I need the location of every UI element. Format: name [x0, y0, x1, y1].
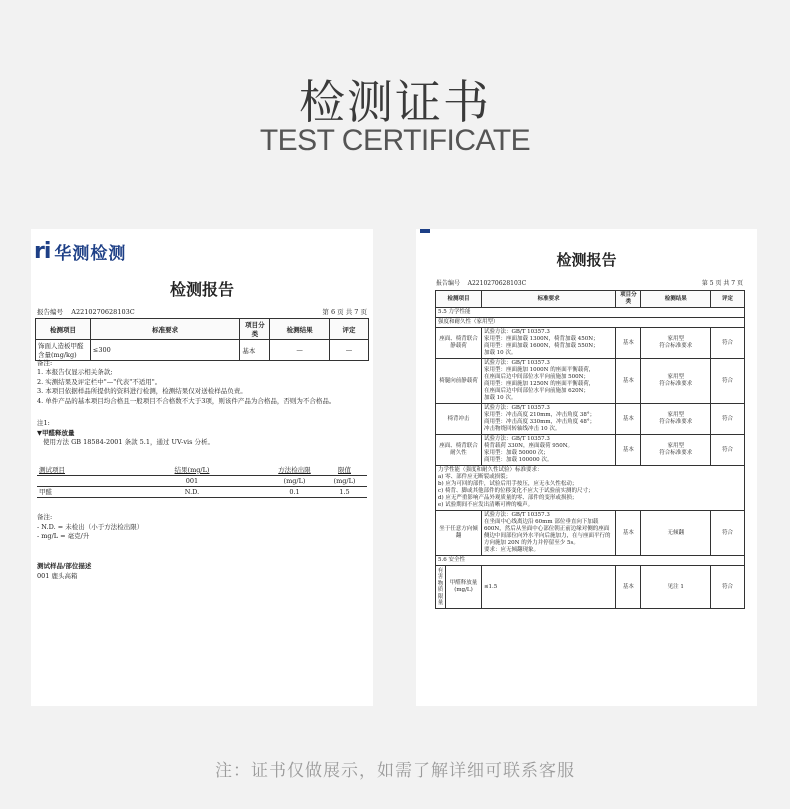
result-summary-table — [35, 318, 369, 361]
table-header: 评定 — [711, 291, 745, 308]
table-row: 甲醛 N.D. 0.1 1.5 — [37, 486, 367, 497]
table-row: 座面、椅背联合耐久性 试验方法：GB/T 10357.3 椅背载荷 330N，座面载荷 950N。 家用型：加载 50000 次； 商用型：加载 100000 次。 基本 家用型 符合标准要求 符合 — [436, 435, 745, 466]
table-row: 有害物质限量 甲醛释放量(mg/L) ≤1.5 基本 见注 1 符合 — [436, 566, 745, 609]
note-line: 3. 本项目依据样品所提供的资料进行检测，检测结果仅对送检样品负责。 — [37, 387, 247, 396]
sample-block — [37, 562, 367, 581]
criteria-text: 力学性能（强度和耐久性试验）标准要求： a) 零、部件应无断裂或损裂； b) 应为可回的部件，试验后用手按压，应无永久性松动； c) 椅背、脚或其他部件的位移变化不应大于试验前实测的尺寸； d) 应无严重影响产品外观质量的零、部件的变形或损损； e) 试验期间不应发出清晰可辨的噪声。 — [436, 466, 745, 511]
table-header: 标准要求 — [481, 291, 616, 308]
report-meta — [436, 278, 743, 287]
remarks-block: 备注: - N.D. = 未检出（小于方法检出限） - mg/L = 毫克/升 — [37, 513, 367, 542]
table-row: 饰面人造板甲醛含量(mg/kg) ≤300 基本 — — — [36, 340, 369, 361]
mechanical-test-table — [435, 290, 745, 609]
table-header: 项目分类 — [240, 319, 270, 340]
table-header: 检测项目 — [436, 291, 482, 308]
certificate-page-right — [416, 229, 757, 706]
table-header: 检测结果 — [270, 319, 330, 340]
method-text: 使用方法 GB 18584-2001 条款 5.1，通过 UV-vis 分析。 — [43, 438, 214, 446]
page-number: 第 6 页 共 7 页 — [322, 308, 367, 316]
group-label: 有害物质限量 — [436, 566, 446, 608]
table-row: 椅腿向前静载荷 试验方法：GB/T 10357.3 家用型：座面施加 1000N 的座面平衡载荷， 在座面后边中间部位水平向前施加 500N； 商用型：座面施加 1250N 的座面平衡载荷， 在座面后边中间部位水平向前施加 620N； 加载 10 次。 基本 家用型 符合标准要求 符合 — [436, 359, 745, 404]
page-subtitle: TEST CERTIFICATE — [259, 124, 531, 157]
note-line: 2. 实测结果及评定栏中"—"代表"不适用"。 — [37, 377, 162, 386]
sample-line: 001 鹿头高箱 — [37, 571, 78, 580]
table-header: 评定 — [330, 319, 369, 340]
certificate-page-left — [31, 229, 373, 706]
table-header: 检测结果 — [641, 291, 711, 308]
report-number: 报告编号 A2210270628103C — [436, 280, 527, 287]
table-header: 检测项目 — [36, 319, 91, 340]
report-meta — [37, 307, 367, 316]
notes-block: 备注: 1. 本报告仅显示相关条款; 2. 实测结果及评定栏中"—"代表"不适用"。 3. 本项目依据样品所提供的资料进行检测，检测结果仅对送检样品负责。 4. 单件产品的基本项目均合格且一般项目不合格数不大于3项，则该件产品为合格品，否则为不合格品。 — [37, 359, 367, 406]
logo-mark-icon: ri — [34, 239, 51, 264]
table-row: 椅背冲击 试验方法：GB/T 10357.3 家用型：冲击高度 210mm，冲击角度 38°； 商用型：冲击高度 330mm，冲击角度 48°； 冲击物绕回转轴线冲击 10 次。 基本 家用型 符合标准要求 符合 — [436, 404, 745, 435]
section-heading: 5.6 安全性 — [436, 556, 745, 566]
method-section: 注1: ▼甲醛释放量 使用方法 GB 18584-2001 条款 5.1，通过 UV-vis 分析。 — [37, 419, 367, 448]
table-header: 标准要求 — [90, 319, 239, 340]
note-line: 1. 本报告仅显示相关条款; — [37, 368, 113, 377]
report-title: 检测报告 — [169, 280, 234, 299]
remark-line: - N.D. = 未检出（小于方法检出限） — [37, 522, 144, 531]
report-title: 检测报告 — [556, 251, 617, 269]
footer-note: 注：证书仅做展示，如需了解详细可联系客服 — [215, 761, 575, 781]
page-title: 检测证书 — [299, 75, 491, 129]
logo-text: 华测检测 — [54, 244, 127, 264]
formaldehyde-table: 测试项目 结果(mg/L) 方法检出限 限值 001 (mg/L) (mg/L) 甲醛 N.D. 0.1 1.5 — [37, 464, 367, 498]
company-logo — [34, 239, 126, 264]
sample-title: 测试样品/部位描述 — [37, 562, 92, 570]
section-subheading: 强度和耐久性（家用型） — [436, 318, 745, 328]
page-number: 第 5 页 共 7 页 — [701, 280, 743, 287]
table-row: 座面、椅背联合静载荷 试验方法：GB/T 10357.3 家用型：座面加载 1300N，椅背加载 450N； 商用型：座面加载 1600N，椅背加载 550N； 加载 10 次。 基本 家用型 符合标准要求 符合 — [436, 328, 745, 359]
header-mark — [420, 229, 430, 233]
section-heading: 5.5 力学性能 — [436, 308, 745, 318]
table-row: 坐于任意方向倾翻 试验方法：GB/T 10357.3 在坐面中心线离边沿 60mm 部位垂直向下加载 600N，然后从坐面中心部位朝正前边缘对侧的座面侧边中间部位向外水平向后施加力，在与座面平行的方向施加 20N 的外力并停留至少 5s。 要求：应无倾翻现象。 基本 无倾翻 符合 — [436, 511, 745, 556]
remark-line: - mg/L = 毫克/升 — [37, 532, 90, 540]
method-title: ▼甲醛释放量 — [37, 428, 75, 437]
report-number: 报告编号 A2210270628103C — [37, 308, 135, 316]
table-header: 项目分类 — [616, 291, 641, 308]
note-line: 4. 单件产品的基本项目均合格且一般项目不合格数不大于3项，则该件产品为合格品，否则为不合格品。 — [37, 396, 336, 405]
